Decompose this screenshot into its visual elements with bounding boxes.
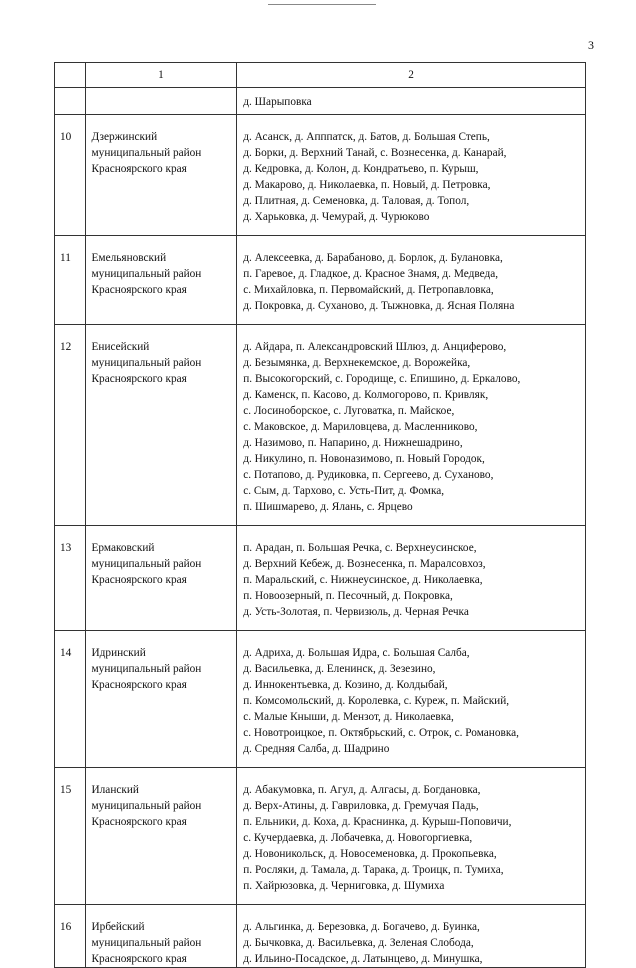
- row-number-cell: [55, 526, 86, 631]
- settlement-line: д. Новоникольск, д. Новосеменовка, д. Прокопьевка,: [243, 848, 497, 860]
- row-number: 14: [60, 647, 72, 659]
- settlement-line: п. Ельники, д. Коха, д. Краснинка, д. Курыш-Поповичи,: [243, 816, 512, 828]
- district-cell: [85, 768, 237, 905]
- district-cell: [85, 115, 237, 236]
- table-row: [55, 115, 586, 236]
- settlement-line: с. Новотроицкое, п. Октябрьский, с. Отрок, с. Романовка,: [243, 727, 519, 739]
- settlement-line: д. Айдара, п. Александровский Шлюз, д. Анциферово,: [243, 341, 507, 353]
- settlement-line: д. Верхний Кебеж, д. Вознесенка, п. Маралсовхоз,: [243, 558, 486, 570]
- settlement-line: д. Борки, д. Верхний Танай, с. Вознесенка, д. Канарай,: [243, 147, 507, 159]
- settlement-line: п. Шишмарево, д. Ялань, с. Ярцево: [243, 501, 413, 513]
- header-cell-0: [55, 63, 86, 88]
- district-cell: [85, 526, 237, 631]
- district-name-line: Красноярского края: [91, 284, 187, 296]
- district-name-line: муниципальный район: [91, 147, 202, 159]
- district-name-line: муниципальный район: [91, 558, 202, 570]
- top-rule: [268, 4, 376, 5]
- district-name-line: Красноярского края: [91, 574, 187, 586]
- header-row: [55, 63, 586, 88]
- district-name-line: муниципальный район: [91, 268, 202, 280]
- settlement-line: д. Бычковка, д. Васильевка, д. Зеленая Слобода,: [243, 937, 474, 949]
- settlement-line: д. Адриха, д. Большая Идра, с. Большая Салба,: [243, 647, 470, 659]
- settlement-line: п. Высокогорский, с. Городище, с. Епишино, д. Еркалово,: [243, 373, 521, 385]
- settlement-line: д. Покровка, д. Суханово, д. Тыжновка, д. Ясная Поляна: [243, 300, 515, 312]
- district-cell: [85, 236, 237, 325]
- row-number-cell: [55, 115, 86, 236]
- district-cell: [85, 325, 237, 526]
- table-row: [55, 325, 586, 526]
- settlement-line: с. Малые Кныши, д. Мензот, д. Николаевка,: [243, 711, 454, 723]
- settlement-line: д. Асанск, д. Апппатск, д. Батов, д. Большая Степь,: [243, 131, 490, 143]
- settlement-line: д. Назимово, п. Напарино, д. Нижнешадрино,: [243, 437, 463, 449]
- settlement-line: д. Кедровка, д. Колон, д. Кондратьево, п. Курыш,: [243, 163, 479, 175]
- district-name-line: Идринский: [91, 647, 146, 659]
- district-name-line: Красноярского края: [91, 373, 187, 385]
- settlement-line: п. Гаревое, д. Гладкое, д. Красное Знамя, д. Медведа,: [243, 268, 499, 280]
- district-name-line: Дзержинский: [91, 131, 158, 143]
- page-number: 3: [588, 38, 594, 52]
- row-number: 16: [60, 921, 72, 933]
- settlement-line: д. Верх-Атины, д. Гавриловка, д. Гремучая Падь,: [243, 800, 479, 812]
- settlements-table: [54, 62, 586, 968]
- district-name-line: Ирбейский: [91, 921, 145, 933]
- settlement-line: п. Хайрюзовка, д. Черниговка, д. Шумиха: [243, 880, 445, 892]
- district-name-line: Ермаковский: [91, 542, 155, 554]
- row-number: 13: [60, 542, 72, 554]
- settlements-cell: [237, 631, 586, 768]
- settlement-line: д. Плитная, д. Семеновка, д. Таловая, д. Топол,: [243, 195, 470, 207]
- settlement-line: п. Арадан, п. Большая Речка, с. Верхнеусинское,: [243, 542, 477, 554]
- district-name-line: муниципальный район: [91, 663, 202, 675]
- district-name-line: Енисейский: [91, 341, 150, 353]
- settlement-line: п. Росляки, д. Тамала, д. Тарака, д. Троицк, п. Тумиха,: [243, 864, 504, 876]
- settlement-line: д. Средняя Салба, д. Шадрино: [243, 743, 390, 755]
- settlement-line: п. Новоозерный, п. Песочный, д. Покровка,: [243, 590, 453, 602]
- settlement-line: д. Иннокентьевка, д. Козино, д. Колдыбай,: [243, 679, 448, 691]
- district-name-line: муниципальный район: [91, 937, 202, 949]
- settlement-line: д. Шарыповка: [243, 96, 312, 108]
- row-number: 10: [60, 131, 72, 143]
- district-name-line: Емельяновский: [91, 252, 167, 264]
- settlement-line: д. Алексеевка, д. Барабаново, д. Борлок, д. Булановка,: [243, 252, 503, 264]
- settlement-line: с. Кучердаевка, д. Лобачевка, д. Новогоргиевка,: [243, 832, 473, 844]
- row-number-cell: [55, 905, 86, 968]
- district-name-line: Красноярского края: [91, 163, 187, 175]
- row-number: 12: [60, 341, 72, 353]
- settlement-line: д. Васильевка, д. Еленинск, д. Зезезино,: [243, 663, 436, 675]
- row-number-cell: [55, 325, 86, 526]
- settlement-line: п. Комсомольский, д. Королевка, с. Куреж, п. Майский,: [243, 695, 510, 707]
- row-number-cell: [55, 236, 86, 325]
- table-row: [55, 768, 586, 905]
- settlement-line: с. Лосиноборское, с. Луговатка, п. Майское,: [243, 405, 455, 417]
- district-cell: [85, 905, 237, 968]
- settlement-line: с. Потапово, д. Рудиковка, п. Сергеево, д. Суханово,: [243, 469, 494, 481]
- row-number: 11: [60, 252, 71, 264]
- table-row: [55, 631, 586, 768]
- settlements-cell: [237, 526, 586, 631]
- header-cell-1: 1: [85, 63, 237, 88]
- row-number-cell: [55, 631, 86, 768]
- settlement-line: с. Михайловка, п. Первомайский, д. Петропавловка,: [243, 284, 494, 296]
- district-name-line: муниципальный район: [91, 800, 202, 812]
- table-row: [55, 526, 586, 631]
- settlement-line: с. Маковское, д. Мариловцева, д. Масленниково,: [243, 421, 478, 433]
- district-name-line: муниципальный район: [91, 357, 202, 369]
- district-name-line: Красноярского края: [91, 679, 187, 691]
- district-name-line: Красноярского края: [91, 953, 187, 965]
- table-row: [55, 905, 586, 968]
- settlement-line: д. Никулино, п. Новоназимово, п. Новый Городок,: [243, 453, 485, 465]
- settlement-line: п. Маральский, с. Нижнеусинское, д. Николаевка,: [243, 574, 483, 586]
- row-number: 15: [60, 784, 72, 796]
- continuation-district-cell: [85, 88, 237, 115]
- continuation-row: [55, 88, 586, 115]
- district-name-line: Красноярского края: [91, 816, 187, 828]
- settlement-line: д. Макарово, д. Николаевка, п. Новый, д. Петровка,: [243, 179, 491, 191]
- table-row: [55, 236, 586, 325]
- settlement-line: д. Каменск, п. Касово, д. Колмогорово, п. Кривляк,: [243, 389, 489, 401]
- continuation-num-cell: [55, 88, 86, 115]
- row-number-cell: [55, 768, 86, 905]
- settlement-line: д. Усть-Золотая, п. Червизюль, д. Черная Речка: [243, 606, 469, 618]
- header-cell-2: 2: [237, 63, 586, 88]
- continuation-settlements-cell: [237, 88, 586, 115]
- settlement-line: д. Абакумовка, п. Агул, д. Алгасы, д. Богдановка,: [243, 784, 481, 796]
- settlement-line: д. Харьковка, д. Чемурай, д. Чурюково: [243, 211, 430, 223]
- settlement-line: д. Безымянка, д. Верхнекемское, д. Ворожейка,: [243, 357, 471, 369]
- settlement-line: д. Альгинка, д. Березовка, д. Богачево, д. Буинка,: [243, 921, 480, 933]
- settlement-line: д. Ильино-Посадское, д. Латынцево, д. Минушка,: [243, 953, 483, 965]
- settlement-line: с. Сым, д. Тархово, с. Усть-Пит, д. Фомка,: [243, 485, 445, 497]
- district-name-line: Иланский: [91, 784, 139, 796]
- settlements-cell: [237, 236, 586, 325]
- settlements-cell: [237, 325, 586, 526]
- settlements-cell: [237, 768, 586, 905]
- district-cell: [85, 631, 237, 768]
- settlements-cell: [237, 905, 586, 968]
- settlements-cell: [237, 115, 586, 236]
